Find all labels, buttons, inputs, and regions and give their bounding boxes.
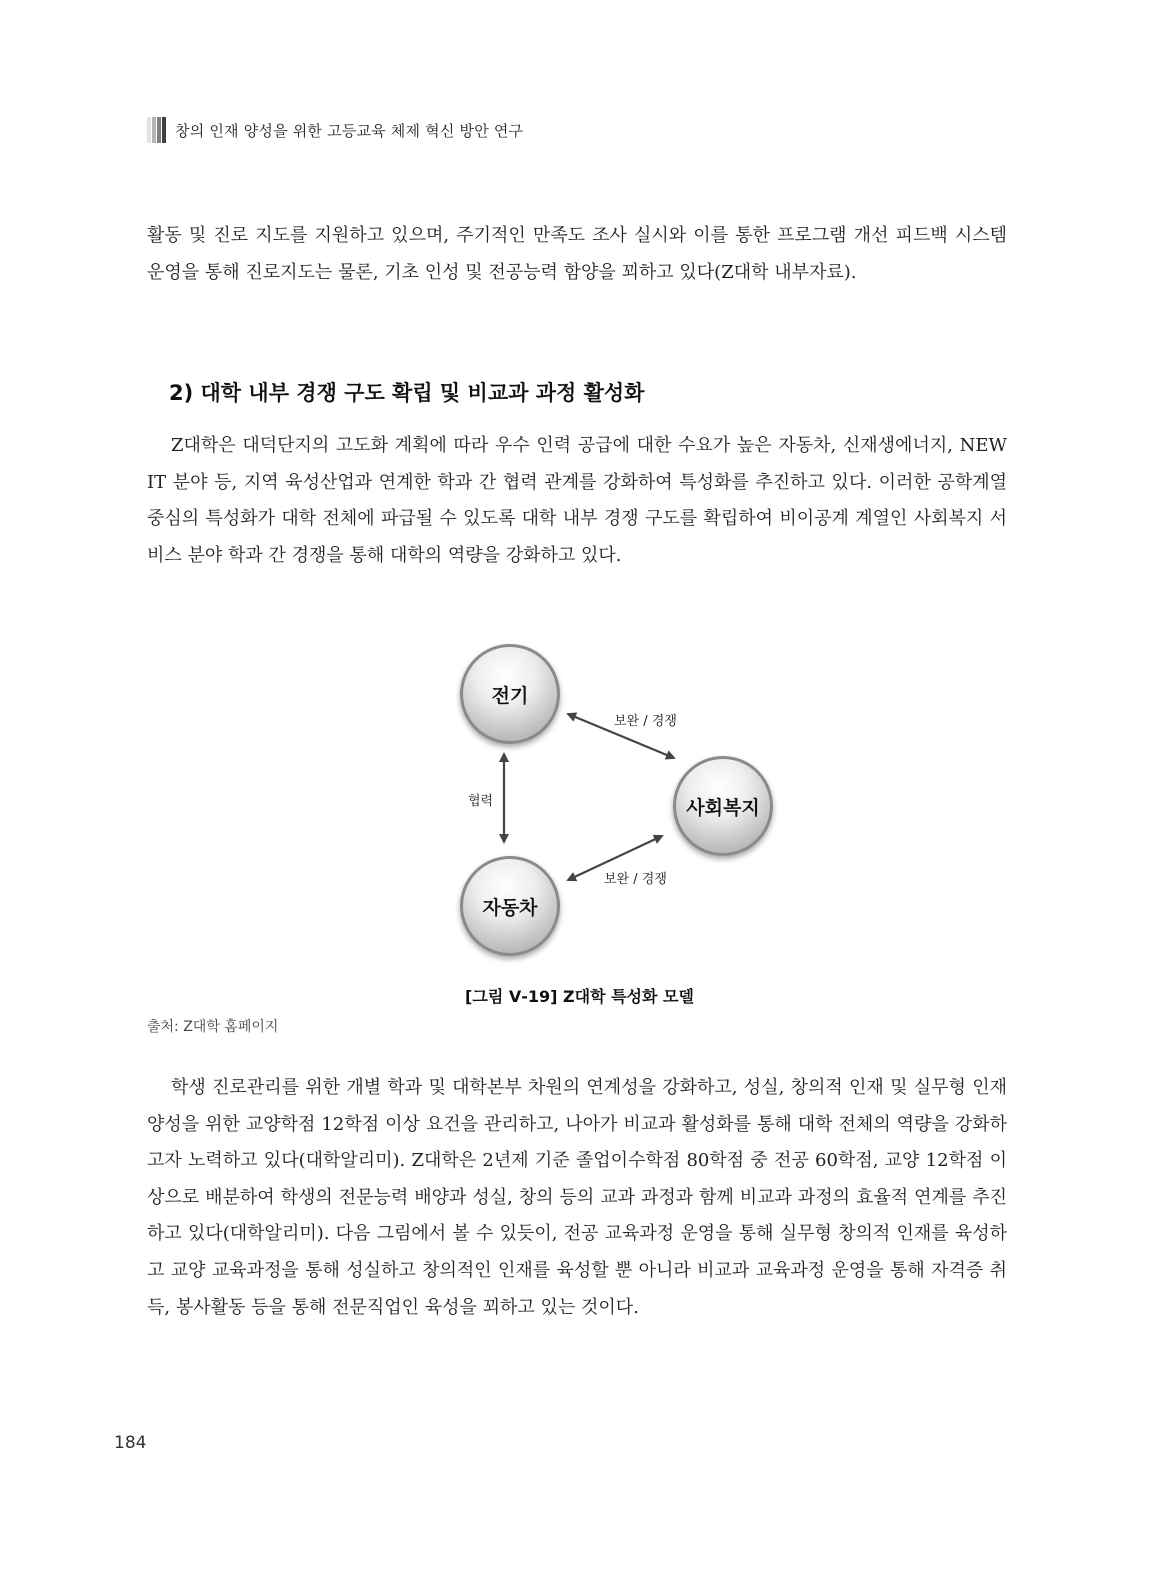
edge-label-electric-welfare: 보완 / 경쟁 — [614, 714, 677, 729]
node-automobile — [460, 856, 560, 956]
node-electric-label: 전기 — [491, 684, 529, 707]
body-paragraph-3: 학생 진로관리를 위한 개별 학과 및 대학본부 차원의 연계성을 강화하고, 성실, 창의적 인재 및 실무형 인재 양성을 위한 교양학점 12학점 이상 요건을 관리하고, 나아가 비교과 활성화를 통해 대학 전체의 역량을 강화하고자 노력하고 있다(대학알리미). Z대학은 2년제 기준 졸업이수학점 80학점 중 전공 60학점, 교양 12학점 이상으로 배분하여 학생의 전문능력 배양과 성실, 창의 등의 교과 과정과 함께 비교과 과정의 효율적 연계를 추진하고 있다(대학알리미). 다음 그림에서 볼 수 있듯이, 전공 교육과정 운영을 통해 실무형 창의적 인재를 육성하고 교양 교육과정을 통해 성실하고 창의적인 인재를 육성할 뿐 아니라 비교과 교육과정 운영을 통해 자격증 취득, 봉사활동 등을 통해 전문직업인 육성을 꾀하고 있는 것이다. — [147, 1077, 1007, 1318]
header-bar-stripe — [147, 117, 151, 143]
node-social-welfare-label: 사회복지 — [686, 796, 760, 819]
body-paragraph-1: 활동 및 진로 지도를 지원하고 있으며, 주기적인 만족도 조사 실시와 이를 통한 프로그램 개선 피드백 시스템 운영을 통해 진로지도는 물론, 기초 인성 및 전공능력 함양을 꾀하고 있다(Z대학 내부자료). — [147, 225, 1007, 283]
header-bar-stripe — [152, 117, 156, 143]
figure-source: 출처: Z대학 홈페이지 — [147, 1019, 279, 1035]
node-electric — [460, 644, 560, 744]
node-social-welfare — [673, 756, 773, 856]
header-bar-mark — [147, 117, 167, 143]
section-heading: 2) 대학 내부 경쟁 구도 확립 및 비교과 과정 활성화 — [169, 381, 645, 405]
header-bar-stripe — [157, 117, 161, 143]
edge-label-cooperation: 협력 — [468, 794, 494, 809]
page-number: 184 — [114, 1433, 147, 1453]
running-header — [147, 117, 523, 143]
node-automobile-label: 자동차 — [482, 896, 538, 919]
specialization-model-diagram — [430, 630, 790, 970]
edge-label-automobile-welfare: 보완 / 경쟁 — [604, 872, 667, 887]
header-title: 창의 인재 양성을 위한 고등교육 체제 혁신 방안 연구 — [175, 121, 524, 140]
body-paragraph-2: Z대학은 대덕단지의 고도화 계획에 따라 우수 인력 공급에 대한 수요가 높은 자동차, 신재생에너지, NEW IT 분야 등, 지역 육성산업과 연계한 학과 간 협력 관계를 강화하여 특성화를 추진하고 있다. 이러한 공학계열 중심의 특성화가 대학 전체에 파급될 수 있도록 대학 내부 경쟁 구도를 확립하여 비이공계 계열인 사회복지 서비스 분야 학과 간 경쟁을 통해 대학의 역량을 강화하고 있다. — [147, 435, 1007, 566]
figure-caption: [그림 Ⅴ-19] Z대학 특성화 모델 — [465, 987, 694, 1006]
header-bar-stripe — [162, 117, 166, 143]
